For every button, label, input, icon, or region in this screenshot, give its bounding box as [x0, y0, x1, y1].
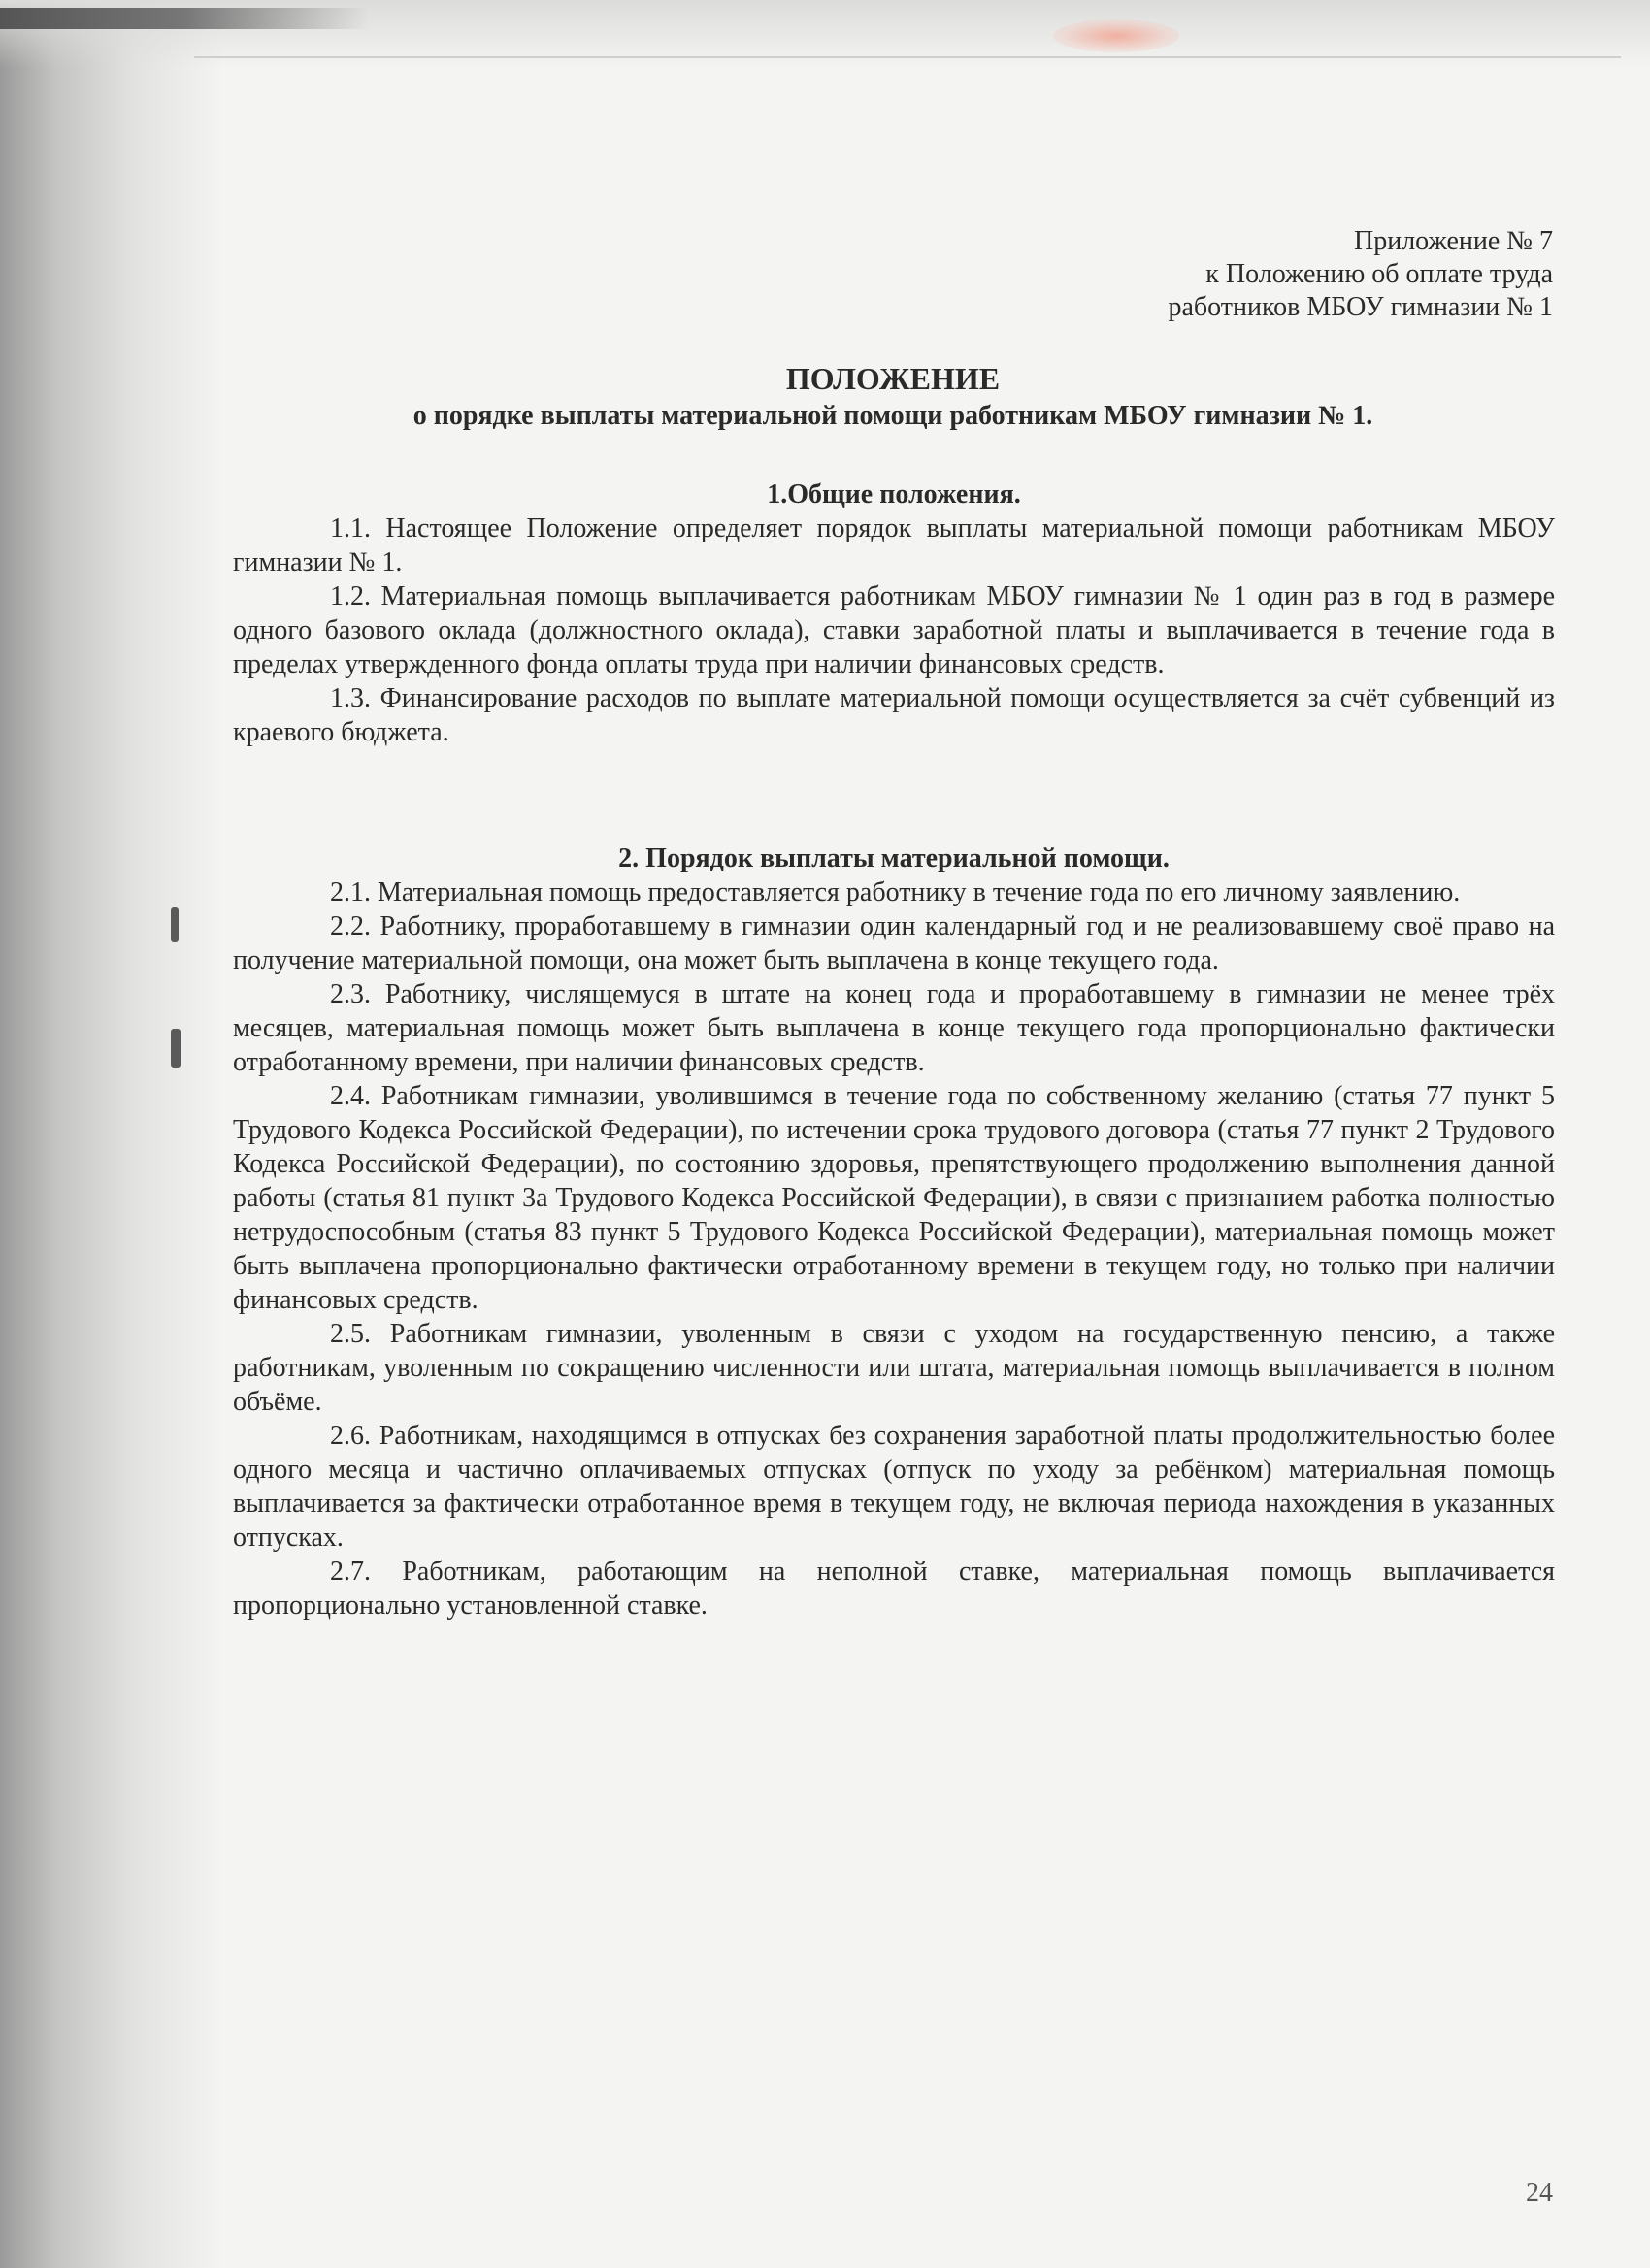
appendix-line: к Положению об оплате труда	[1205, 259, 1553, 289]
binding-hole-mark	[171, 907, 179, 942]
document-title: ПОЛОЖЕНИЕ	[785, 361, 1001, 396]
scan-stain	[1053, 19, 1179, 52]
paragraph: 1.2. Материальная помощь выплачивается работникам МБОУ гимназии № 1 один раз в год в размере одного базового оклада (должностного оклада), ставки заработной платы и выплачивается в течение года в пределах утвержденного фонда оплаты труда при наличии финансовых средств.	[233, 581, 1555, 679]
scan-corner-mark	[0, 8, 369, 29]
paragraph: 2.6. Работникам, находящимся в отпусках без сохранения заработной платы продолжительностью более одного месяца и частично оплачиваемых отпусках (отпуск по уходу за ребёнком) материальная помощь выплачивается за фактически отработанное время в текущем году, не включая периода нахождения в указанных отпусках.	[233, 1421, 1555, 1553]
page-number: 24	[1526, 2178, 1553, 2208]
paragraph: 2.5. Работникам гимназии, уволенным в связи с уходом на государственную пенсию, а также работникам, уволенным по сокращению численности или штата, материальная помощь выплачивается в полном объёме.	[233, 1319, 1555, 1417]
paragraph: 2.7. Работникам, работающим на неполной ставке, материальная помощь выплачивается пропорционально установленной ставке.	[233, 1557, 1555, 1621]
scan-left-shadow	[0, 0, 223, 2268]
paragraph: 2.4. Работникам гимназии, уволившимся в течение года по собственному желанию (статья 77 пункт 5 Трудового Кодекса Российской Федерации), по истечении срока трудового договора (статья 77 пункт 2 Трудового Кодекса Российской Федерации), по состоянию здоровья, препятствующего продолжению выполнения данной работы (статья 81 пункт 3а Трудового Кодекса Российской Федерации), в связи с признанием работка полностью нетрудоспособным (статья 83 пункт 5 Трудового Кодекса Российской Федерации), материальная помощь может быть выплачена пропорционально фактически отработанному времени в текущем году, но только при наличии финансовых средств.	[233, 1081, 1555, 1315]
section-heading: 2. Порядок выплаты материальной помощи.	[618, 843, 1170, 873]
paragraph: 1.3. Финансирование расходов по выплате материальной помощи осуществляется за счёт субвенций из краевого бюджета.	[233, 683, 1555, 747]
paragraph: 2.2. Работнику, проработавшему в гимназии один календарный год и не реализовавшему своё право на получение материальной помощи, она может быть выплачена в конце текущего года.	[233, 911, 1555, 975]
paragraph: 2.3. Работнику, числящемуся в штате на конец года и проработавшему в гимназии не менее трёх месяцев, материальная помощь может быть выплачена в конце текущего года пропорционально фактически отработанному времени, при наличии финансовых средств.	[233, 979, 1555, 1077]
appendix-reference	[1168, 225, 1553, 324]
section-general-provisions	[233, 477, 1555, 749]
page-top-edge	[194, 56, 1621, 58]
section-heading: 1.Общие положения.	[767, 479, 1021, 509]
section-payment-procedure	[233, 841, 1555, 1623]
appendix-line: работников МБОУ гимназии № 1	[1168, 292, 1553, 322]
binding-hole-mark	[171, 1029, 181, 1068]
paragraph: 1.1. Настоящее Положение определяет порядок выплаты материальной помощи работникам МБОУ гимназии № 1.	[233, 513, 1555, 577]
document-subtitle: о порядке выплаты материальной помощи работникам МБОУ гимназии № 1.	[412, 401, 1373, 431]
paragraph: 2.1. Материальная помощь предоставляется работнику в течение года по его личному заявлению.	[330, 877, 1461, 907]
appendix-line: Приложение № 7	[1354, 226, 1553, 256]
